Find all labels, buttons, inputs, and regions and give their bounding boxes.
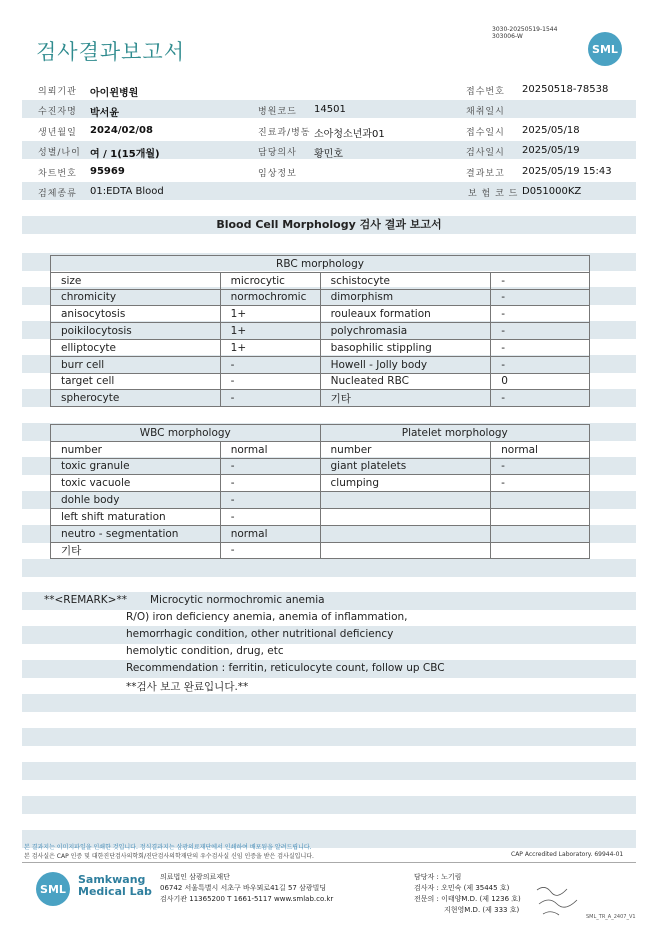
remark-label: **<REMARK>** bbox=[44, 594, 127, 606]
table-cell: - bbox=[220, 458, 320, 475]
table-cell: - bbox=[220, 390, 320, 407]
staff-list bbox=[414, 872, 521, 916]
sex-age-value: 여 / 1(15개월) bbox=[90, 149, 160, 160]
doctor-label: 담당의사 bbox=[258, 148, 297, 158]
table-cell: burr cell bbox=[51, 356, 221, 373]
table-cell: elliptocyte bbox=[51, 339, 221, 356]
table-cell: - bbox=[491, 475, 590, 492]
table-cell: basophilic stippling bbox=[320, 339, 491, 356]
footer-note-2: 본 검사실은 CAP 인증 및 대한진단검사의학회/진단검사의학재단의 우수검사실 신임 인증을 받은 검사실입니다. bbox=[24, 853, 314, 860]
patient-row-4 bbox=[24, 141, 636, 161]
table-cell: - bbox=[491, 272, 590, 289]
receipt-no-value: 20250518-78538 bbox=[522, 84, 609, 95]
table-cell: - bbox=[220, 492, 320, 509]
table-row bbox=[51, 508, 590, 525]
cap-accreditation: CAP Accredited Laboratory. 69944-01 bbox=[511, 851, 624, 858]
signature-icon bbox=[535, 880, 585, 920]
table-cell: Howell - Jolly body bbox=[320, 356, 491, 373]
table-cell: - bbox=[491, 390, 590, 407]
footer-note-1: 본 결과지는 이미지파일을 인쇄한 것입니다. 정식결과지는 삼광의료재단에서 인쇄하여 배포됨을 알려드립니다. bbox=[24, 844, 312, 851]
doctor-value: 황민호 bbox=[314, 149, 343, 160]
address-line: 06742 서울특별시 서초구 바우뫼로41길 57 삼광빌딩 bbox=[160, 884, 327, 892]
report-label: 결과보고 bbox=[466, 169, 505, 179]
chart-label: 차트번호 bbox=[38, 169, 77, 179]
institution-value: 아이윈병원 bbox=[90, 88, 139, 99]
doc-code-1: 3030-20250519-1544 bbox=[492, 26, 558, 33]
table-cell: target cell bbox=[51, 373, 221, 390]
table-cell: chromicity bbox=[51, 289, 221, 306]
table-cell bbox=[320, 492, 491, 509]
sex-age-label: 성별/나이 bbox=[38, 148, 81, 158]
receipt-date-label: 접수일시 bbox=[466, 128, 505, 138]
table-cell: - bbox=[491, 289, 590, 306]
birth-label: 생년월일 bbox=[38, 128, 77, 138]
table-cell: - bbox=[220, 542, 320, 559]
table-row bbox=[51, 475, 590, 492]
table-cell: number bbox=[320, 441, 491, 458]
table-row bbox=[51, 289, 590, 306]
table-row bbox=[51, 441, 590, 458]
table-cell: normal bbox=[220, 525, 320, 542]
test-date-label: 검사일시 bbox=[466, 148, 505, 158]
table-cell: left shift maturation bbox=[51, 508, 221, 525]
rbc-header: RBC morphology bbox=[51, 256, 590, 273]
stripe bbox=[22, 559, 636, 577]
table-row bbox=[51, 525, 590, 542]
table-cell bbox=[491, 508, 590, 525]
table-cell: size bbox=[51, 272, 221, 289]
staff-line: 지현영M.D. (제 333 호) bbox=[444, 906, 520, 914]
stripe bbox=[22, 762, 636, 780]
table-row bbox=[51, 458, 590, 475]
table-cell: number bbox=[51, 441, 221, 458]
table-cell: clumping bbox=[320, 475, 491, 492]
wbc-header: WBC morphology bbox=[51, 425, 321, 442]
table-cell: - bbox=[491, 323, 590, 340]
table-row bbox=[51, 542, 590, 559]
lab-address bbox=[160, 872, 333, 905]
report-value: 2025/05/19 15:43 bbox=[522, 166, 612, 177]
table-cell: 1+ bbox=[220, 306, 320, 323]
table-cell: rouleaux formation bbox=[320, 306, 491, 323]
table-cell: - bbox=[220, 475, 320, 492]
lab-name-1: Samkwang bbox=[78, 873, 146, 886]
table-cell bbox=[320, 525, 491, 542]
wbc-platelet-table bbox=[50, 424, 590, 559]
table-cell: - bbox=[491, 306, 590, 323]
table-row bbox=[51, 356, 590, 373]
insurance-value: D051000KZ bbox=[522, 186, 582, 197]
insurance-label: 보 험 코 드 bbox=[468, 189, 519, 199]
table-row bbox=[51, 339, 590, 356]
hospital-code-label: 병원코드 bbox=[258, 107, 297, 117]
table-row bbox=[51, 306, 590, 323]
table-cell: neutro - segmentation bbox=[51, 525, 221, 542]
specimen-value: 01:EDTA Blood bbox=[90, 186, 164, 197]
table-cell bbox=[491, 525, 590, 542]
table-row bbox=[51, 323, 590, 340]
remark-line: Microcytic normochromic anemia bbox=[150, 594, 325, 606]
test-date-value: 2025/05/19 bbox=[522, 145, 580, 156]
footer-divider bbox=[22, 862, 636, 863]
table-cell bbox=[320, 542, 491, 559]
table-cell: dohle body bbox=[51, 492, 221, 509]
sml-footer-logo-icon: SML bbox=[36, 872, 70, 906]
dept-label: 진료과/병동 bbox=[258, 128, 311, 138]
address-line: 의료법인 삼광의료재단 bbox=[160, 873, 230, 881]
table-cell bbox=[491, 492, 590, 509]
table-row bbox=[51, 373, 590, 390]
table-cell: polychromasia bbox=[320, 323, 491, 340]
table-cell: - bbox=[491, 458, 590, 475]
section-title: Blood Cell Morphology 검사 결과 보고서 bbox=[22, 216, 636, 234]
remark-line: **검사 보고 완료입니다.** bbox=[126, 681, 249, 693]
remark-line: R/O) iron deficiency anemia, anemia of inflammation, bbox=[126, 611, 408, 623]
table-cell: - bbox=[220, 373, 320, 390]
table-cell: Nucleated RBC bbox=[320, 373, 491, 390]
patient-row-1 bbox=[24, 80, 636, 100]
table-cell: toxic vacuole bbox=[51, 475, 221, 492]
table-cell: 기타 bbox=[51, 542, 221, 559]
birth-value: 2024/02/08 bbox=[90, 125, 153, 136]
sml-logo-icon: SML bbox=[588, 32, 622, 66]
table-cell: dimorphism bbox=[320, 289, 491, 306]
patient-name-value: 박서윤 bbox=[90, 108, 119, 119]
staff-line: 전문의 : 이태양M.D. (제 1236 호) bbox=[414, 895, 521, 903]
doc-code-2: 303006-W bbox=[492, 33, 523, 40]
table-cell: poikilocytosis bbox=[51, 323, 221, 340]
receipt-no-label: 접수번호 bbox=[466, 87, 505, 97]
form-version: SML_TR_A_2407_V1 bbox=[586, 914, 636, 920]
clinical-label: 임상정보 bbox=[258, 169, 297, 179]
table-cell: 1+ bbox=[220, 339, 320, 356]
table-cell: 0 bbox=[491, 373, 590, 390]
rbc-morphology-table bbox=[50, 255, 590, 407]
stripe bbox=[22, 728, 636, 746]
platelet-header: Platelet morphology bbox=[320, 425, 589, 442]
table-cell: giant platelets bbox=[320, 458, 491, 475]
report-title: 검사결과보고서 bbox=[36, 40, 186, 64]
table-cell: normal bbox=[491, 441, 590, 458]
table-cell bbox=[491, 542, 590, 559]
staff-line: 담당자 : 노기림 bbox=[414, 873, 462, 881]
table-cell: normal bbox=[220, 441, 320, 458]
table-cell: 기타 bbox=[320, 390, 491, 407]
table-cell: anisocytosis bbox=[51, 306, 221, 323]
table-cell: - bbox=[491, 339, 590, 356]
remark-line: hemolytic condition, drug, etc bbox=[126, 645, 284, 657]
lab-name bbox=[78, 874, 152, 898]
hospital-code-value: 14501 bbox=[314, 104, 346, 115]
table-cell: 1+ bbox=[220, 323, 320, 340]
document-code bbox=[492, 26, 557, 40]
address-line: 검사기관 11365200 T 1661-5117 www.smlab.co.kr bbox=[160, 895, 334, 903]
institution-label: 의뢰기관 bbox=[38, 87, 77, 97]
table-row bbox=[51, 492, 590, 509]
patient-row-3 bbox=[24, 121, 636, 141]
patient-row-6 bbox=[24, 182, 636, 202]
remark-line: hemorrhagic condition, other nutritional deficiency bbox=[126, 628, 394, 640]
table-cell: - bbox=[491, 356, 590, 373]
stripe bbox=[22, 796, 636, 814]
stripe bbox=[22, 694, 636, 712]
table-cell: toxic granule bbox=[51, 458, 221, 475]
patient-row-5 bbox=[24, 162, 636, 182]
staff-line: 검사자 : 오민숙 (제 35445 호) bbox=[414, 884, 510, 892]
table-cell: microcytic bbox=[220, 272, 320, 289]
chart-value: 95969 bbox=[90, 166, 125, 177]
specimen-label: 검체종류 bbox=[38, 189, 77, 199]
table-cell: spherocyte bbox=[51, 390, 221, 407]
table-cell: - bbox=[220, 508, 320, 525]
lab-name-2: Medical Lab bbox=[78, 885, 152, 898]
receipt-date-value: 2025/05/18 bbox=[522, 125, 580, 136]
dept-value: 소아청소년과01 bbox=[314, 129, 385, 140]
collect-date-label: 채취일시 bbox=[466, 107, 505, 117]
table-row bbox=[51, 272, 590, 289]
table-cell bbox=[320, 508, 491, 525]
name-label: 수진자명 bbox=[38, 107, 77, 117]
table-cell: normochromic bbox=[220, 289, 320, 306]
remark-line: Recommendation : ferritin, reticulocyte count, follow up CBC bbox=[126, 662, 445, 674]
table-cell: - bbox=[220, 356, 320, 373]
patient-row-2 bbox=[24, 100, 636, 120]
table-row bbox=[51, 390, 590, 407]
table-cell: schistocyte bbox=[320, 272, 491, 289]
